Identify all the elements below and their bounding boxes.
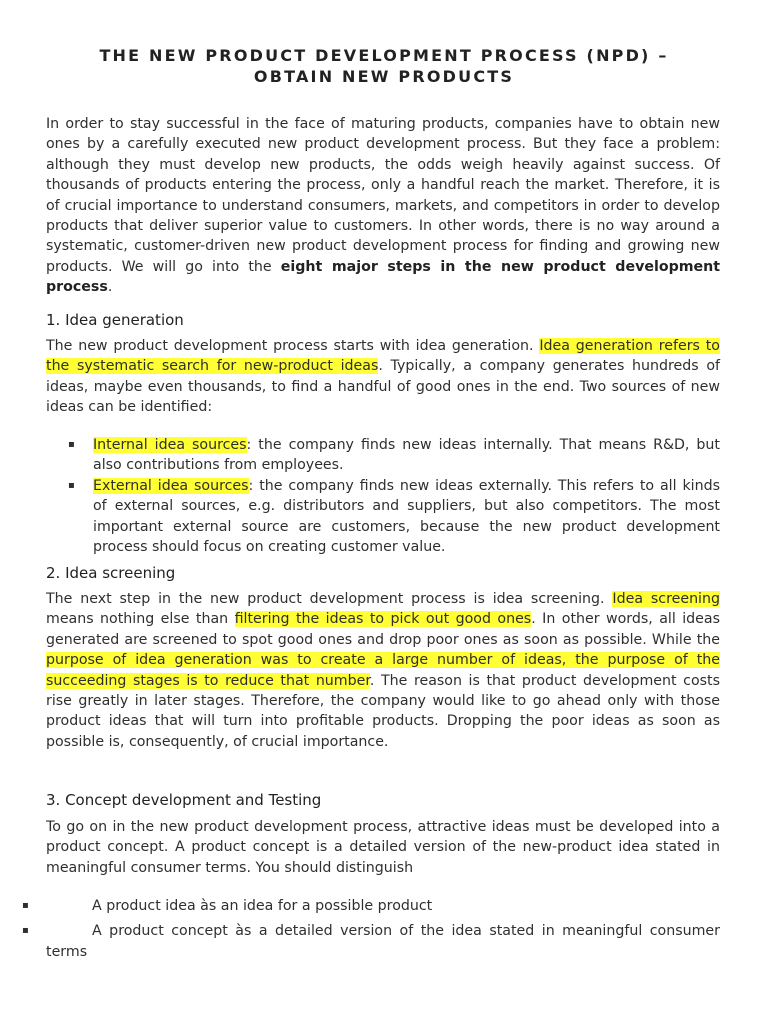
highlighted-text: purpose of idea generation was to create a large number of ideas, the purpose of the succeeding stages is to reduce that number — [46, 652, 720, 689]
section-heading-concept-development: 3. Concept development and Testing — [46, 791, 322, 809]
paragraph-text: The new product development process starts with idea generation. — [46, 338, 540, 354]
paragraph-text: The next step in the new product development process is idea screening. — [46, 591, 613, 607]
list-item-text: : the company finds new ideas externally. This refers to all kinds of external sources, e.g. distributors and suppliers, but also competitors. The most important external source are customers, because the new product development process should focus on creating customer value. — [93, 477, 720, 556]
highlighted-text: External idea sources — [93, 477, 249, 494]
bullet-icon: ▪ — [22, 925, 29, 937]
highlighted-text: Idea screening — [612, 591, 721, 607]
idea-generation-paragraph — [46, 336, 720, 418]
title-line-1: THE NEW PRODUCT DEVELOPMENT PROCESS (NPD) – — [99, 46, 669, 65]
list-item-text: : the company finds new ideas internally. That means R&D, but also contributions from employees. — [93, 437, 720, 474]
intro-end: . — [107, 279, 113, 296]
paragraph-text: . In other words, all ideas generated are screened to spot good ones and drop poor ones as soon as possible. While the — [46, 611, 720, 648]
paragraph-text: . The reason is that product development costs rise greatly in later stages. Therefore, the company would like to go ahead only with those product ideas that will turn into profitable products. Dropping the poor ideas as soon as possible is, consequently, of crucial importance. — [46, 672, 720, 750]
list-item-product-idea — [22, 896, 720, 916]
list-item-internal-sources — [46, 435, 720, 476]
concept-development-paragraph: To go on in the new product development process, attractive ideas must be developed into a product concept. A product concept is a detailed version of the new-product idea stated in meaningful consumer terms. You should distinguish — [46, 819, 720, 876]
bullet-icon: ▪ — [22, 900, 29, 911]
intro-paragraph — [46, 114, 720, 298]
idea-screening-paragraph — [46, 589, 720, 752]
bullet-icon: ▪ — [68, 439, 75, 450]
section-heading-idea-screening: 2. Idea screening — [46, 564, 176, 582]
section-heading-idea-generation: 1. Idea generation — [46, 311, 184, 329]
idea-sources-list — [46, 435, 720, 557]
highlighted-text: filtering the ideas to pick out good ones — [234, 611, 532, 628]
intro-bold-text: eight major steps in the new product development process — [46, 258, 721, 296]
paragraph-text: means nothing else than — [46, 611, 235, 628]
list-item-product-concept — [22, 921, 720, 962]
list-item-external-sources — [46, 476, 720, 558]
highlighted-text: Idea generation refers to the systematic search for new-product ideas — [46, 338, 720, 375]
list-item-text: A product idea às an idea for a possible product — [92, 898, 433, 914]
paragraph-text: . Typically, a company generates hundreds of ideas, maybe even thousands, to find a handful of good ones in the end. Two sources of new ideas can be identified: — [46, 358, 721, 416]
concept-list — [22, 896, 720, 967]
title-line-2: OBTAIN NEW PRODUCTS — [253, 67, 515, 86]
highlighted-text: Internal idea sources — [93, 437, 247, 453]
list-item-text: A product concept às a detailed version of the idea stated in meaningful consumer terms — [46, 923, 720, 960]
intro-text: In order to stay successful in the face of maturing products, companies have to obtain new ones by a carefully executed new product development process. But they face a problem: although they must develop new products, the odds weigh heavily against success. Of thousands of products entering the process, only a handful reach the market. Therefore, it is of crucial importance to understand consumers, markets, and competitors in order to develop products that deliver superior value to customers. In other words, there is no way around a systematic, customer-driven new product development process for finding and growing new products. We will go into the — [46, 116, 720, 275]
bullet-icon: ▪ — [68, 479, 75, 491]
page-title — [40, 45, 728, 87]
